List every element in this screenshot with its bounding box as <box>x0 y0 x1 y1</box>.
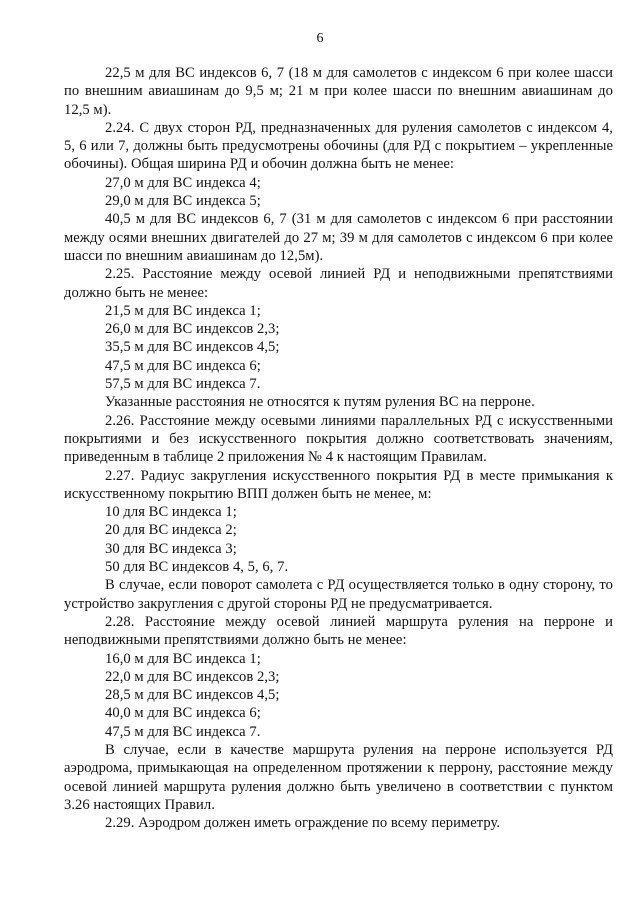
paragraph: Указанные расстояния не относятся к путям руления ВС на перроне. <box>105 394 535 411</box>
list-item: 40,0 м для ВС индекса 6; <box>105 705 261 722</box>
paragraph: 2.26. Расстояние между осевыми линиями параллельных РД с искусственными покрытиями и без искусственного покрытия должно соответствовать значениям, приведенным в таблице 2 приложения № 4 к настоящим Правилам. <box>64 412 613 466</box>
list-item: 40,5 м для ВС индексов 6, 7 (31 м для самолетов с индексом 6 при расстоянии между осями внешних двигателей до 27 м; 39 м для самолетов с индексом 6 при колее шасси по внешним авиашинам до 12,5м). <box>64 211 613 264</box>
document-body <box>64 64 613 832</box>
list-item: 28,5 м для ВС индексов 4,5; <box>105 687 280 704</box>
list-item: 47,5 м для ВС индекса 6; <box>105 357 261 374</box>
list-item: 26,0 м для ВС индексов 2,3; <box>105 321 280 338</box>
list-item: 30 для ВС индекса 3; <box>105 540 237 557</box>
page-number: 6 <box>316 31 324 46</box>
paragraph: В случае, если в качестве маршрута руления на перроне используется РД аэродрома, примыкающая на определенном протяжении к перрону, расстояние между осевой линией маршрута руления должно быть увеличено в соответствии с пунктом 3.26 настоящих Правил. <box>64 741 613 813</box>
list-item: 57,5 м для ВС индекса 7. <box>105 376 261 393</box>
list-item: 27,0 м для ВС индекса 4; <box>105 174 261 191</box>
list-item: 20 для ВС индекса 2; <box>105 522 237 539</box>
paragraph: 2.28. Расстояние между осевой линией маршрута руления на перроне и неподвижными препятствиями должно быть не менее: <box>64 613 613 649</box>
paragraph: 2.29. Аэродром должен иметь ограждение по всему периметру. <box>105 815 501 832</box>
paragraph: 22,5 м для ВС индексов 6, 7 (18 м для самолетов с индексом 6 при колее шасси по внешним авиашинам до 9,5 м; 21 м при колее шасси по внешним авиашинам до 12,5 м). <box>64 65 613 118</box>
list-item: 29,0 м для ВС индекса 5; <box>105 193 261 210</box>
list-item: 10 для ВС индекса 1; <box>105 504 237 521</box>
list-item: 21,5 м для ВС индекса 1; <box>105 302 261 319</box>
list-item: 16,0 м для ВС индекса 1; <box>105 650 261 667</box>
paragraph: 2.24. С двух сторон РД, предназначенных для руления самолетов с индексом 4, 5, 6 или 7, должны быть предусмотрены обочины (для РД с покрытием – укрепленные обочины). Общая ширина РД и обочин должна быть не менее: <box>64 119 613 173</box>
list-item: 22,0 м для ВС индексов 2,3; <box>105 668 280 685</box>
list-item: 35,5 м для ВС индексов 4,5; <box>105 339 280 356</box>
paragraph: 2.25. Расстояние между осевой линией РД и неподвижными препятствиями должно быть не менее: <box>64 266 613 301</box>
list-item: 50 для ВС индексов 4, 5, 6, 7. <box>105 559 289 576</box>
paragraph: 2.27. Радиус закругления искусственного покрытия РД в месте примыкания к искусственному покрытию ВПП должен быть не менее, м: <box>64 467 613 502</box>
list-item: 47,5 м для ВС индекса 7. <box>105 723 261 740</box>
paragraph: В случае, если поворот самолета с РД осуществляется только в одну сторону, то устройство закругления с другой стороны РД не предусматривается. <box>64 577 613 612</box>
